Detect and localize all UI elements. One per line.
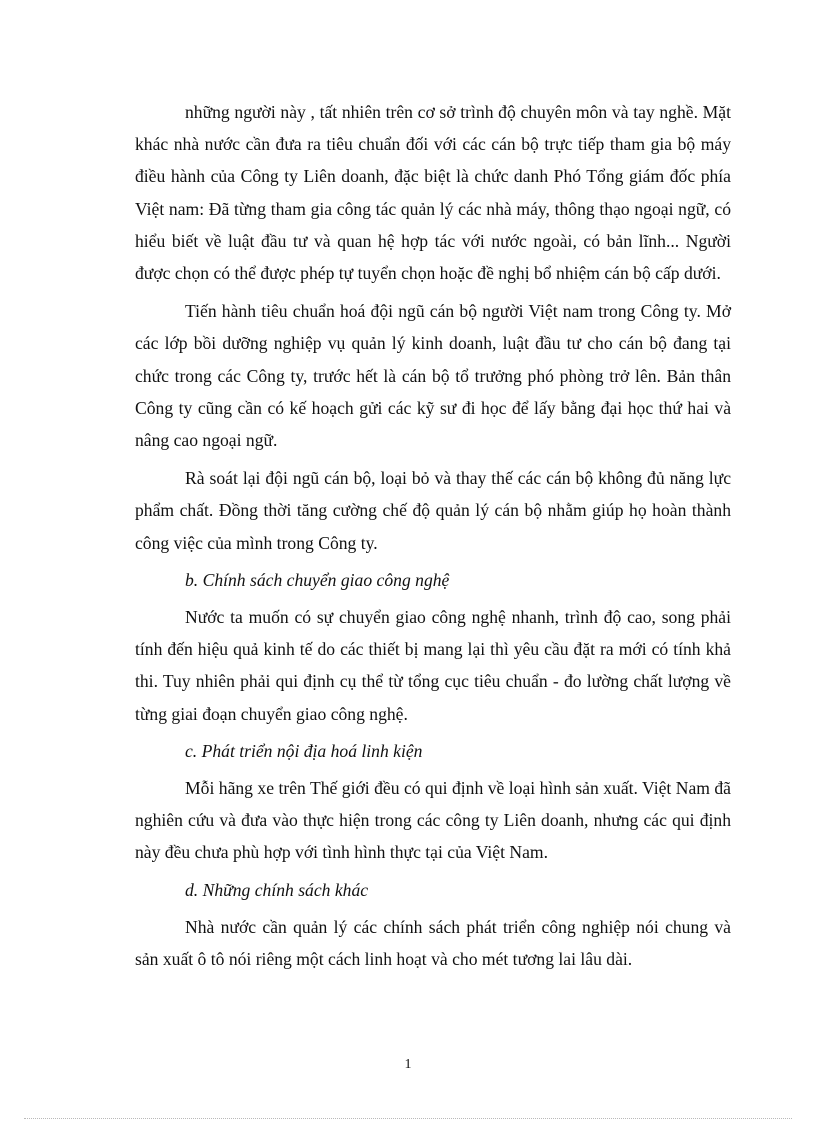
- page-bottom-border: [24, 1118, 792, 1119]
- paragraph-staff-criteria: những người này , tất nhiên trên cơ sở trình độ chuyên môn và tay nghề. Mặt khác nhà nước cần đưa ra tiêu chuẩn đối với các cán bộ trực tiếp tham gia bộ máy điều hành của Công ty Liên doanh, đặc biệt là chức danh Phó Tổng giám đốc phía Việt nam: Đã từng tham gia công tác quản lý các nhà máy, thông thạo ngoại ngữ, có hiểu biết về luật đầu tư và quan hệ hợp tác với nước ngoài, có bản lĩnh... Người được chọn có thể được phép tự tuyển chọn hoặc đề nghị bổ nhiệm cán bộ cấp dưới.: [135, 102, 731, 284]
- document-body: [135, 96, 731, 975]
- heading-other-policies: d. Những chính sách khác: [185, 879, 369, 900]
- heading-localization: c. Phát triển nội địa hoá linh kiện: [185, 740, 423, 761]
- paragraph-technology-transfer: Nước ta muốn có sự chuyển giao công nghệ nhanh, trình độ cao, song phải tính đến hiệu quả kinh tế do các thiết bị mang lại thì yêu cầu đặt ra mới có tính khả thi. Tuy nhiên phải qui định cụ thể từ tổng cục tiêu chuẩn - đo lường chất lượng về từng giai đoạn chuyển giao công nghệ.: [135, 607, 731, 724]
- paragraph-staff-review: Rà soát lại đội ngũ cán bộ, loại bỏ và thay thế các cán bộ không đủ năng lực phẩm chất. Đồng thời tăng cường chế độ quản lý cán bộ nhằm giúp họ hoàn thành công việc của mình trong Công ty.: [135, 468, 731, 553]
- paragraph-localization: Mỗi hãng xe trên Thế giới đều có qui định về loại hình sản xuất. Việt Nam đã nghiên cứu và đưa vào thực hiện trong các công ty Liên doanh, nhưng các qui định này đều chưa phù hợp với tình hình thực tại của Việt Nam.: [135, 778, 731, 863]
- heading-technology-transfer: b. Chính sách chuyển giao công nghệ: [185, 569, 450, 590]
- paragraph-other-policies: Nhà nước cần quản lý các chính sách phát triển công nghiệp nói chung và sản xuất ô tô nói riêng một cách linh hoạt và cho mét tương lai lâu dài.: [135, 916, 731, 970]
- paragraph-staff-standardization: Tiến hành tiêu chuẩn hoá đội ngũ cán bộ người Việt nam trong Công ty. Mở các lớp bồi dưỡng nghiệp vụ quản lý kinh doanh, luật đầu tư cho cán bộ đang tại chức trong các Công ty, trước hết là cán bộ tổ trưởng phó phòng trở lên. Bản thân Công ty cũng cần có kế hoạch gửi các kỹ sư đi học để lấy bằng đại học thứ hai và nâng cao ngoại ngữ.: [135, 301, 731, 451]
- page-number: 1: [404, 1057, 412, 1072]
